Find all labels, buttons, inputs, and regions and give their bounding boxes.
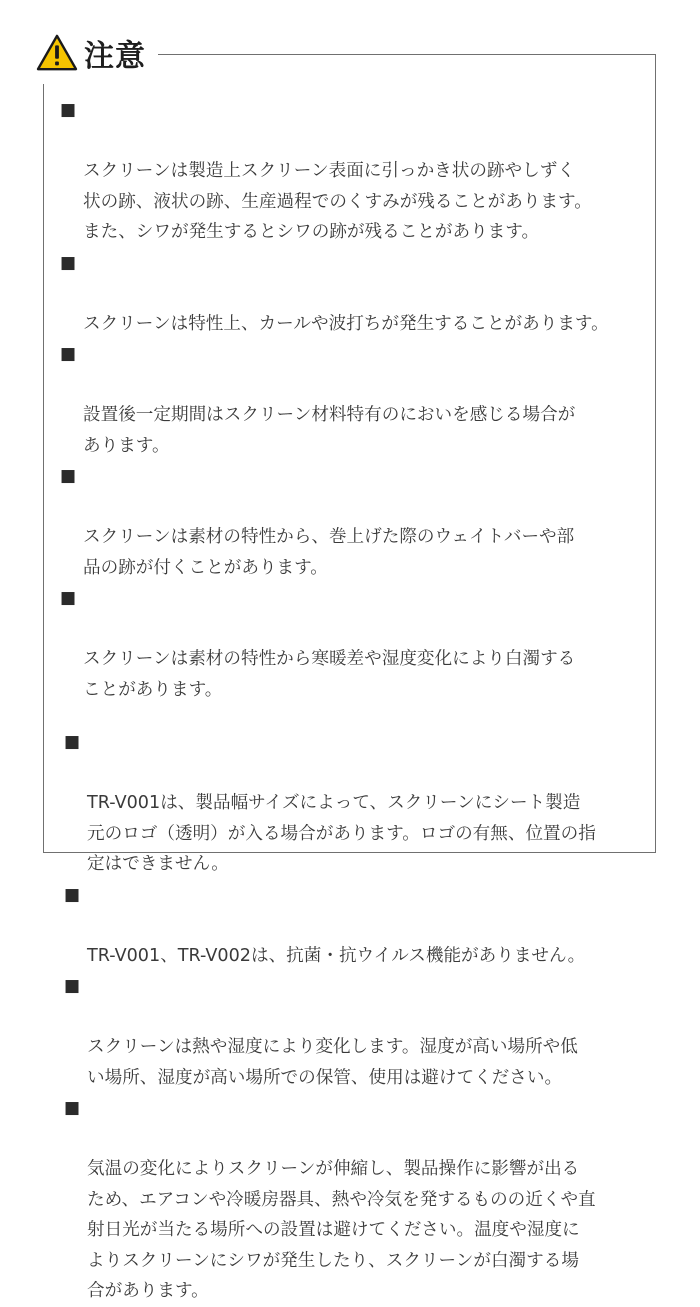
notice-item [64, 880, 654, 972]
bullet-square-icon: ■ [60, 252, 77, 273]
notice-item-text: 設置後一定期間はスクリーン材料特有のにおいを感じる場合が あります。 [83, 405, 576, 456]
notice-item [64, 1093, 654, 1307]
notice-item-text: 気温の変化によりスクリーンが伸縮し、製品操作に影響が出る ため、エアコンや冷暖房器具、熱や冷気を発するものの近くや直 射日光が当たる場所への設置は避けてください。温度や湿度に よりスクリーンにシワが発生したり、スクリーンが白濁する場 合があります。 [87, 1159, 596, 1301]
bullet-square-icon: ■ [60, 344, 77, 364]
notice-list [60, 95, 650, 1307]
bullet-square-icon: ■ [64, 732, 81, 752]
notice-item [64, 971, 654, 1093]
notice-item [60, 248, 650, 340]
notice-item [60, 339, 650, 461]
bullet-square-icon: ■ [64, 976, 81, 996]
bullet-square-icon: ■ [64, 1098, 81, 1118]
notice-item-text: スクリーンは素材の特性から、巻上げた際のウェイトバーや部 品の跡が付くことがあります。 [83, 527, 575, 578]
notice-item-text: TR-V001は、製品幅サイズによって、スクリーンにシート製造 元のロゴ（透明）が入る場合があります。ロゴの有無、位置の指 定はできません。 [87, 793, 596, 874]
warning-triangle-icon [36, 34, 78, 72]
notice-item-text: スクリーンは特性上、カールや波打ちが発生することがあります。 [83, 313, 609, 334]
notice-item [64, 727, 654, 880]
notice-item-text: スクリーンは素材の特性から寒暖差や湿度変化により白濁する ことがあります。 [83, 649, 576, 700]
bullet-square-icon: ■ [60, 100, 77, 120]
bullet-square-icon: ■ [64, 884, 81, 905]
bullet-square-icon: ■ [60, 588, 77, 608]
notice-item-text: スクリーンは製造上スクリーン表面に引っかき状の跡やしずく 状の跡、液状の跡、生産過程でのくすみが残ることがあります。 また、シワが発生するとシワの跡が残ることがあります。 [83, 161, 592, 242]
bullet-square-icon: ■ [60, 466, 77, 486]
notice-title: 注意 [84, 39, 146, 74]
notice-item-text: スクリーンは熱や湿度により変化します。湿度が高い場所や低 い場所、湿度が高い場所での保管、使用は避けてください。 [87, 1037, 578, 1088]
notice-item [60, 95, 650, 248]
notice-item-text: TR-V001、TR-V002は、抗菌・抗ウイルス機能がありません。 [87, 945, 586, 966]
notice-item [60, 583, 650, 705]
notice-item [60, 461, 650, 583]
notice-header [28, 22, 158, 84]
